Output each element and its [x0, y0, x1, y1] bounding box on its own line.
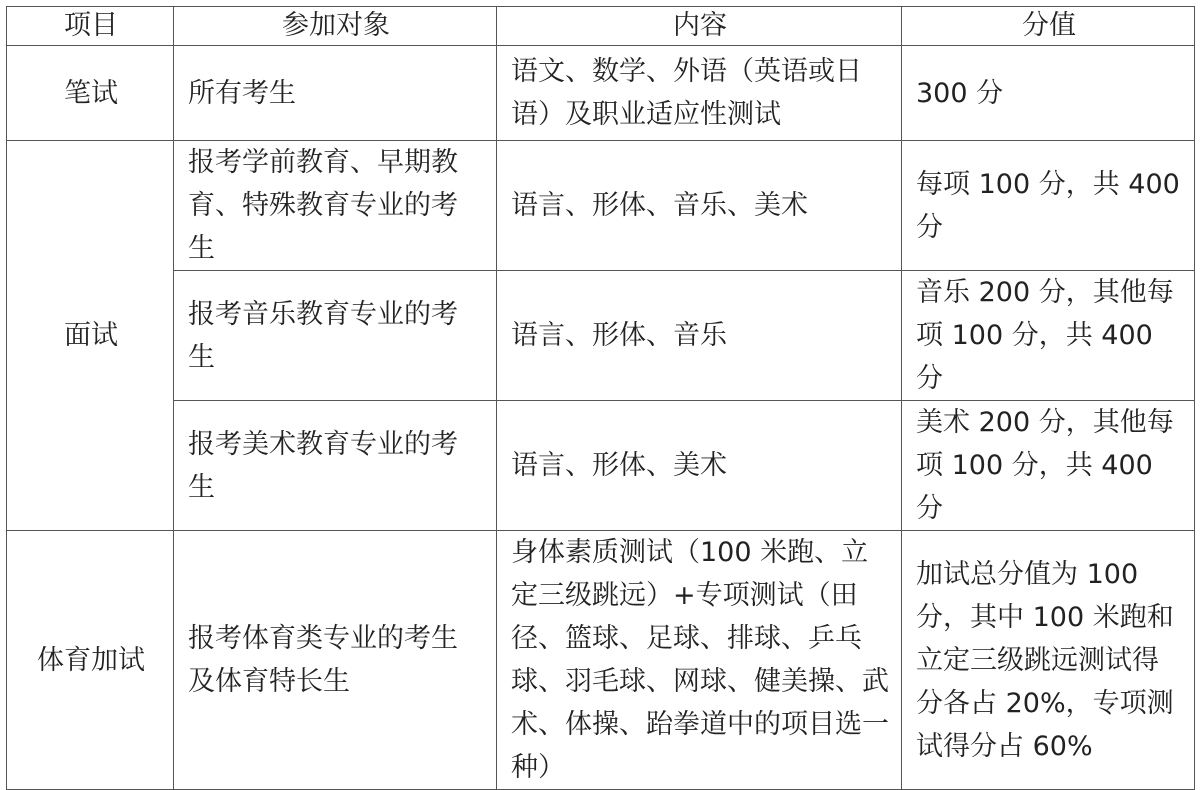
score-cell: 音乐 200 分，其他每项 100 分，共 400 分: [902, 271, 1195, 401]
exam-table: [6, 6, 1195, 790]
score-cell: 加试总分值为 100 分，其中 100 米跑和立定三级跳远测试得分各占 20%，专项测试得分占 60%: [902, 531, 1195, 790]
content-cell: 语言、形体、音乐: [497, 271, 902, 401]
content-cell: 身体素质测试（100 米跑、立定三级跳远）+专项测试（田径、篮球、足球、排球、乒乓球、羽毛球、网球、健美操、武术、体操、跆拳道中的项目选一种）: [497, 531, 902, 790]
participants-cell: 报考学前教育、早期教育、特殊教育专业的考生: [174, 141, 497, 271]
table-row-interview-2: [7, 271, 1195, 401]
item-cell: 体育加试: [7, 531, 174, 790]
table-row-interview-1: [7, 141, 1195, 271]
item-cell: 笔试: [7, 46, 174, 141]
score-cell: 300 分: [902, 46, 1195, 141]
participants-cell: 报考美术教育专业的考生: [174, 401, 497, 531]
table-row-pe: [7, 531, 1195, 790]
item-cell: 面试: [7, 141, 174, 531]
content-cell: 语言、形体、音乐、美术: [497, 141, 902, 271]
score-cell: 每项 100 分，共 400 分: [902, 141, 1195, 271]
content-cell: 语文、数学、外语（英语或日语）及职业适应性测试: [497, 46, 902, 141]
table-row-written: [7, 46, 1195, 141]
participants-cell: 报考音乐教育专业的考生: [174, 271, 497, 401]
content-cell: 语言、形体、美术: [497, 401, 902, 531]
header-score: 分值: [902, 7, 1195, 46]
header-content: 内容: [497, 7, 902, 46]
header-item: 项目: [7, 7, 174, 46]
header-row: [7, 7, 1195, 46]
participants-cell: 所有考生: [174, 46, 497, 141]
score-cell: 美术 200 分，其他每项 100 分，共 400 分: [902, 401, 1195, 531]
header-participants: 参加对象: [174, 7, 497, 46]
participants-cell: 报考体育类专业的考生及体育特长生: [174, 531, 497, 790]
table-row-interview-3: [7, 401, 1195, 531]
